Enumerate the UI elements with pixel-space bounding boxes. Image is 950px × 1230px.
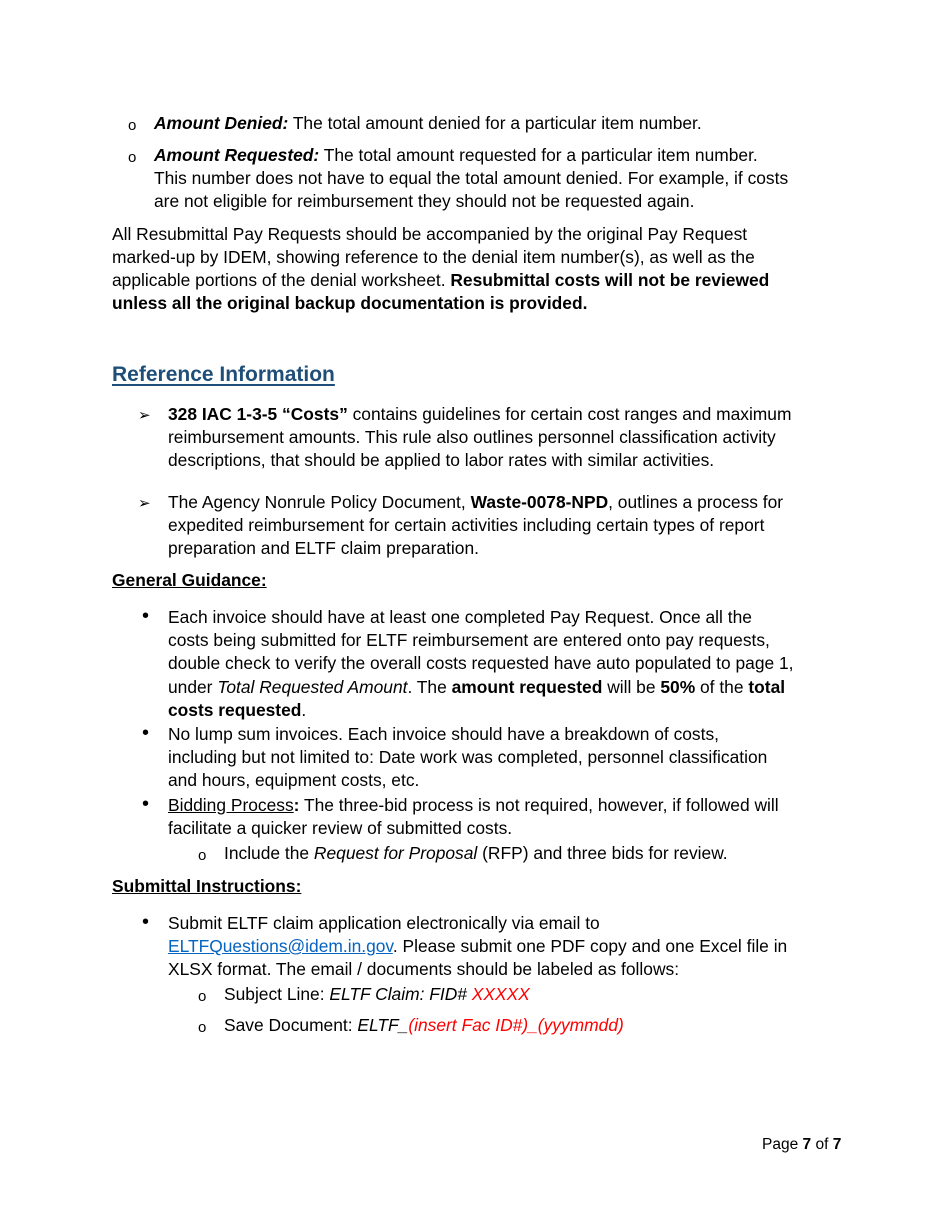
reference-item2-line-2: expedited reimbursement for certain activities including certain types of report [168, 515, 765, 535]
rfp-line: Include the Request for Proposal (RFP) and three bids for review. [224, 843, 728, 863]
general-item1-line-1: Each invoice should have at least one completed Pay Request. Once all the [168, 607, 752, 627]
current-page: 7 [802, 1136, 812, 1153]
fid-placeholder: XXXXX [471, 984, 530, 1004]
amount-denied-term: Amount Denied: [154, 113, 289, 133]
filename-placeholder: (insert Fac ID#)_(yyymmdd) [408, 1015, 624, 1035]
submittal-line-3: XLSX format. The email / documents should be labeled as follows: [168, 959, 680, 979]
general-item3-line-1: Bidding Process: The three-bid process is not required, however, if followed will [168, 795, 779, 815]
reference-item1-line-2: reimbursement amounts. This rule also outlines personnel classification activity [168, 427, 776, 447]
general-item1-line-5: costs requested. [168, 700, 307, 720]
submittal-line-2: ELTFQuestions@idem.in.gov. Please submit one PDF copy and one Excel file in [168, 936, 788, 956]
general-item1-line-2: costs being submitted for ELTF reimbursement are entered onto pay requests, [168, 630, 770, 650]
iac-citation: 328 IAC 1-3-5 “Costs” [168, 404, 348, 424]
save-document-line: Save Document: ELTF_(insert Fac ID#)_(yyymmdd) [224, 1015, 624, 1035]
dot-bullet: • [142, 605, 150, 627]
dot-bullet: • [142, 911, 150, 933]
npd-citation: Waste-0078-NPD [470, 492, 609, 512]
dot-bullet: • [142, 793, 150, 815]
arrow-bullet: ➢ [138, 495, 151, 512]
resubmittal-bold-1: Resubmittal costs will not be reviewed [450, 270, 770, 290]
amount-requested-line-2: This number does not have to equal the total amount denied. For example, if costs [154, 168, 789, 188]
bullet-hollow: o [198, 988, 207, 1005]
reference-item2-line-3: preparation and ELTF claim preparation. [168, 538, 479, 558]
bidding-process-label: Bidding Process [168, 795, 294, 815]
amount-denied-text: The total amount denied for a particular item number. [288, 113, 702, 133]
resubmittal-text: applicable portions of the denial worksheet. [112, 270, 451, 290]
general-item1-line-3: double check to verify the overall costs requested have auto populated to page 1, [168, 653, 794, 673]
amount-requested-term: Amount Requested: [154, 145, 320, 165]
resubmittal-line-2: marked-up by IDEM, showing reference to the denial item number(s), as well as the [112, 247, 755, 267]
reference-heading: Reference Information [112, 363, 335, 386]
reference-item1-line-1: 328 IAC 1-3-5 “Costs” contains guidelines for certain cost ranges and maximum [168, 404, 792, 424]
resubmittal-line-3 [112, 269, 769, 292]
general-item2-line-2: including but not limited to: Date work was completed, personnel classification [168, 747, 768, 767]
eltf-email-link[interactable]: ELTFQuestions@idem.in.gov [168, 936, 393, 956]
bullet-hollow: o [128, 117, 137, 134]
general-item2-line-3: and hours, equipment costs, etc. [168, 770, 420, 790]
resubmittal-line-1: All Resubmittal Pay Requests should be accompanied by the original Pay Request [112, 224, 748, 244]
general-guidance-heading: General Guidance: [112, 570, 267, 590]
amount-requested-line-1 [154, 144, 758, 167]
reference-item2-line-1: The Agency Nonrule Policy Document, Waste-0078-NPD, outlines a process for [168, 492, 784, 512]
submittal-line-1: Submit ELTF claim application electronically via email to [168, 913, 600, 933]
general-item3-line-2: facilitate a quicker review of submitted costs. [168, 818, 513, 838]
page-number-footer: Page 7 of 7 [762, 1136, 842, 1153]
general-item2-line-1: No lump sum invoices. Each invoice should have a breakdown of costs, [168, 724, 719, 744]
arrow-bullet: ➢ [138, 407, 151, 424]
resubmittal-bold-2: unless all the original backup documentation is provided. [112, 293, 588, 313]
resubmittal-line-4 [112, 292, 587, 315]
bullet-hollow: o [198, 1019, 207, 1036]
reference-item1-line-3: descriptions, that should be applied to labor rates with similar activities. [168, 450, 715, 470]
bullet-hollow: o [198, 847, 207, 864]
subject-line: Subject Line: ELTF Claim: FID# XXXXX [224, 984, 530, 1004]
bullet-hollow: o [128, 149, 137, 166]
general-item1-line-4: under Total Requested Amount. The amount requested will be 50% of the total [168, 677, 786, 697]
amount-requested-line-3: are not eligible for reimbursement they should not be requested again. [154, 191, 695, 211]
total-pages: 7 [832, 1136, 842, 1153]
dot-bullet: • [142, 722, 150, 744]
amount-requested-text: The total amount requested for a particular item number. [319, 145, 758, 165]
amount-denied-line [154, 112, 702, 135]
submittal-heading: Submittal Instructions: [112, 876, 302, 896]
